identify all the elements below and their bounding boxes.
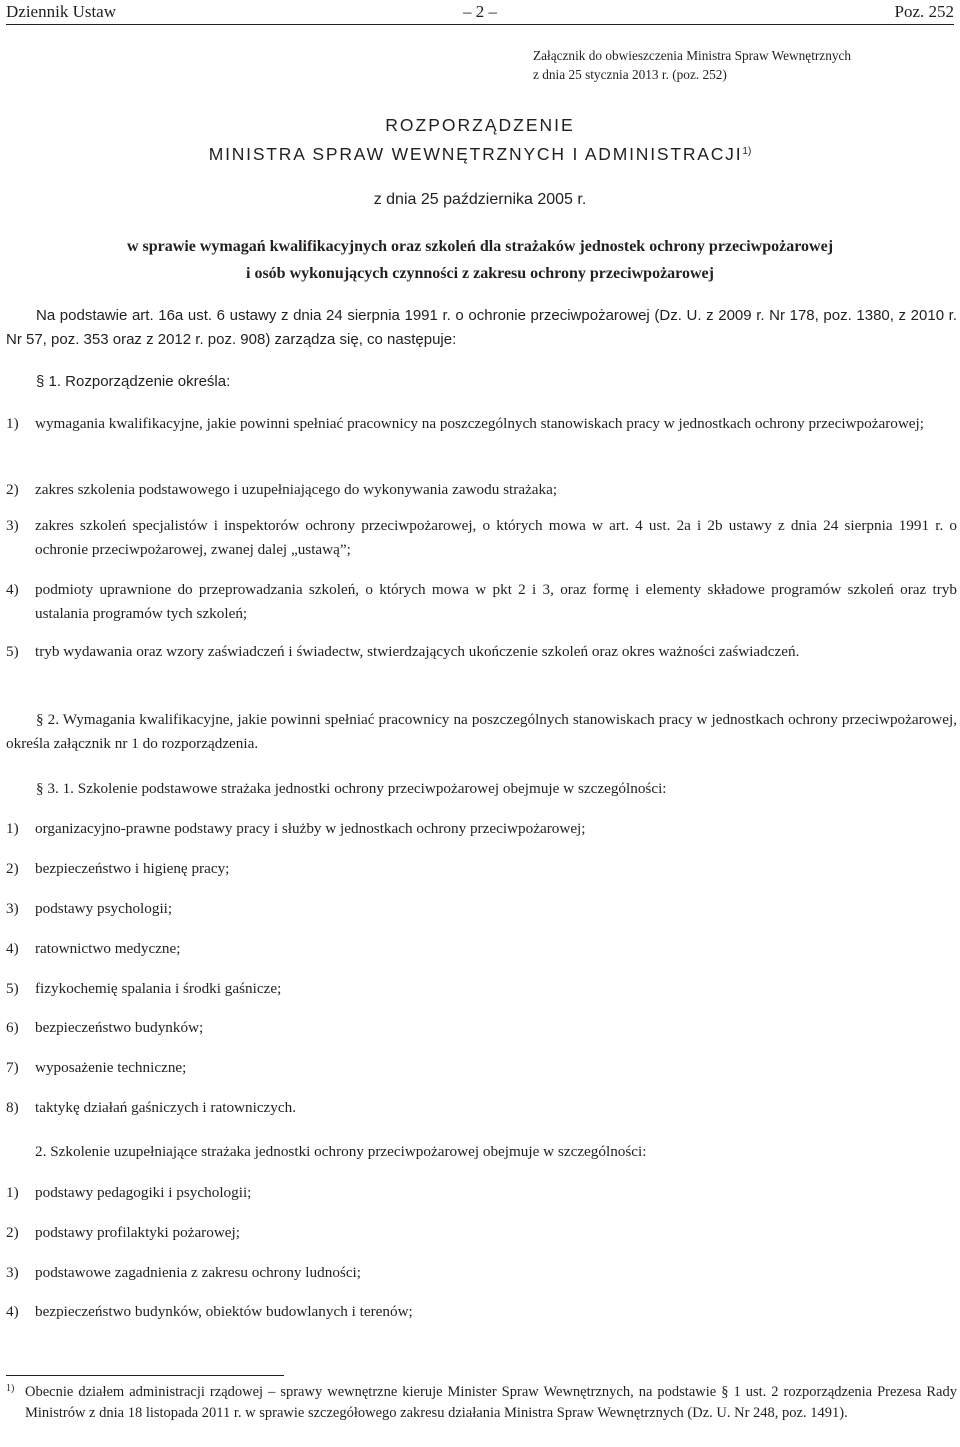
list-item-number: 1): [6, 415, 19, 432]
position-number: Poz. 252: [894, 2, 954, 21]
list-item-text: tryb wydawania oraz wzory zaświadczeń i świadectw, stwierdzających ukończenie szkoleń oraz okres ważności zaświadczeń.: [35, 643, 800, 660]
list-item-number: 6): [6, 1019, 19, 1036]
preamble: Na podstawie art. 16a ust. 6 ustawy z dnia 24 sierpnia 1991 r. o ochronie przeciwpożarowej (Dz. U. z 2009 r. Nr 178, poz. 1380, z 2010 r. Nr 57, poz. 353 oraz z 2012 r. poz. 908) zarządza się, co następuje:: [6, 307, 957, 348]
footnote-text: Obecnie działem administracji rządowej – sprawy wewnętrzne kieruje Minister Spraw Wewnętrznych, na podstawie § 1 ust. 2 rozporządzenia Prezesa Rady Ministrów z dnia 18 listopada 2011 r. w sprawie szczegółowego zakresu działania Ministra Spraw Wewnętrznych (Dz. U. Nr 248, poz. 1491).: [25, 1384, 957, 1421]
footnote-divider: [6, 1375, 284, 1376]
par3-intro-2: 2. Szkolenie uzupełniające strażaka jednostki ochrony przeciwpożarowej obejmuje w szczególności:: [35, 1143, 647, 1160]
issuing-authority-text: MINISTRA SPRAW WEWNĘTRZNYCH I ADMINISTRACJI: [208, 144, 743, 164]
par3-intro: § 3. 1. Szkolenie podstawowe strażaka jednostki ochrony przeciwpożarowej obejmuje w szczególności:: [36, 780, 667, 797]
par1-intro: § 1. Rozporządzenie określa:: [36, 373, 231, 390]
list-item-number: 1): [6, 820, 19, 837]
list-item-text: organizacyjno-prawne podstawy pracy i służby w jednostkach ochrony przeciwpożarowej;: [35, 820, 586, 837]
list-item-number: 4): [6, 581, 19, 598]
page-header: [6, 0, 954, 25]
title-footnote-mark: 1): [742, 146, 752, 157]
list-item-number: 4): [6, 1303, 19, 1320]
list-item-number: 5): [6, 980, 19, 997]
journal-name: Dziennik Ustaw: [6, 2, 117, 21]
list-item-text: bezpieczeństwo i higienę pracy;: [35, 860, 230, 877]
annex-line-2: z dnia 25 stycznia 2013 r. (poz. 252): [533, 67, 727, 82]
annex-note: [533, 46, 957, 84]
annex-line-1: Załącznik do obwieszczenia Ministra Spraw Wewnętrznych: [533, 48, 852, 63]
list-item-text: wyposażenie techniczne;: [35, 1059, 187, 1076]
issuing-authority: [0, 142, 960, 166]
subject-line-1: w sprawie wymagań kwalifikacyjnych oraz szkoleń dla strażaków jednostek ochrony przeciwpożarowej: [126, 238, 834, 255]
list-item-number: 2): [6, 1224, 19, 1241]
page-number: – 2 –: [463, 2, 497, 21]
document-date: z dnia 25 października 2005 r.: [373, 191, 587, 208]
list-item-number: 5): [6, 643, 19, 660]
list-item-text: podstawowe zagadnienia z zakresu ochrony ludności;: [35, 1264, 361, 1281]
document-subject: [0, 233, 960, 287]
list-item-text: zakres szkoleń specjalistów i inspektorów ochrony przeciwpożarowej, o których mowa w art. 4 ust. 2a i 2b ustawy z dnia 24 sierpnia 1991 r. o ochronie przeciwpożarowej, zwanej dalej „ustawą”;: [35, 517, 957, 558]
list-item-text: podmioty uprawnione do przeprowadzania szkoleń, o których mowa w pkt 2 i 3, oraz formę i elementy składowe programów szkoleń oraz tryb ustalania programów tych szkoleń;: [35, 581, 957, 622]
list-item-text: podstawy profilaktyki pożarowej;: [35, 1224, 240, 1241]
list-item-text: wymagania kwalifikacyjne, jakie powinni spełniać pracownicy na poszczególnych stanowiskach pracy w jednostkach ochrony przeciwpożarowej;: [35, 415, 924, 432]
list-item-number: 3): [6, 1264, 19, 1281]
footnote-mark: 1): [6, 1383, 15, 1394]
list-item-number: 8): [6, 1099, 19, 1116]
document-type: ROZPORZĄDZENIE: [385, 115, 575, 135]
list-item-text: podstawy psychologii;: [35, 900, 173, 917]
list-item-number: 1): [6, 1184, 19, 1201]
list-item-text: bezpieczeństwo budynków;: [35, 1019, 204, 1036]
par2: § 2. Wymagania kwalifikacyjne, jakie powinni spełniać pracownicy na poszczególnych stanowiskach pracy w jednostkach ochrony przeciwpożarowej, określa załącznik nr 1 do rozporządzenia.: [6, 711, 957, 752]
list-item-number: 2): [6, 860, 19, 877]
list-item-number: 2): [6, 481, 19, 498]
list-item-number: 3): [6, 517, 19, 534]
list-item-text: ratownictwo medyczne;: [35, 940, 181, 957]
list-item-text: zakres szkolenia podstawowego i uzupełniającego do wykonywania zawodu strażaka;: [35, 481, 558, 498]
list-item-number: 3): [6, 900, 19, 917]
list-item-text: fizykochemię spalania i środki gaśnicze;: [35, 980, 282, 997]
list-item-number: 4): [6, 940, 19, 957]
subject-line-2: i osób wykonujących czynności z zakresu ochrony przeciwpożarowej: [246, 265, 714, 282]
list-item-text: bezpieczeństwo budynków, obiektów budowlanych i terenów;: [35, 1303, 413, 1320]
list-item-text: taktykę działań gaśniczych i ratowniczych.: [35, 1099, 297, 1116]
list-item-text: podstawy pedagogiki i psychologii;: [35, 1184, 252, 1201]
list-item-number: 7): [6, 1059, 19, 1076]
